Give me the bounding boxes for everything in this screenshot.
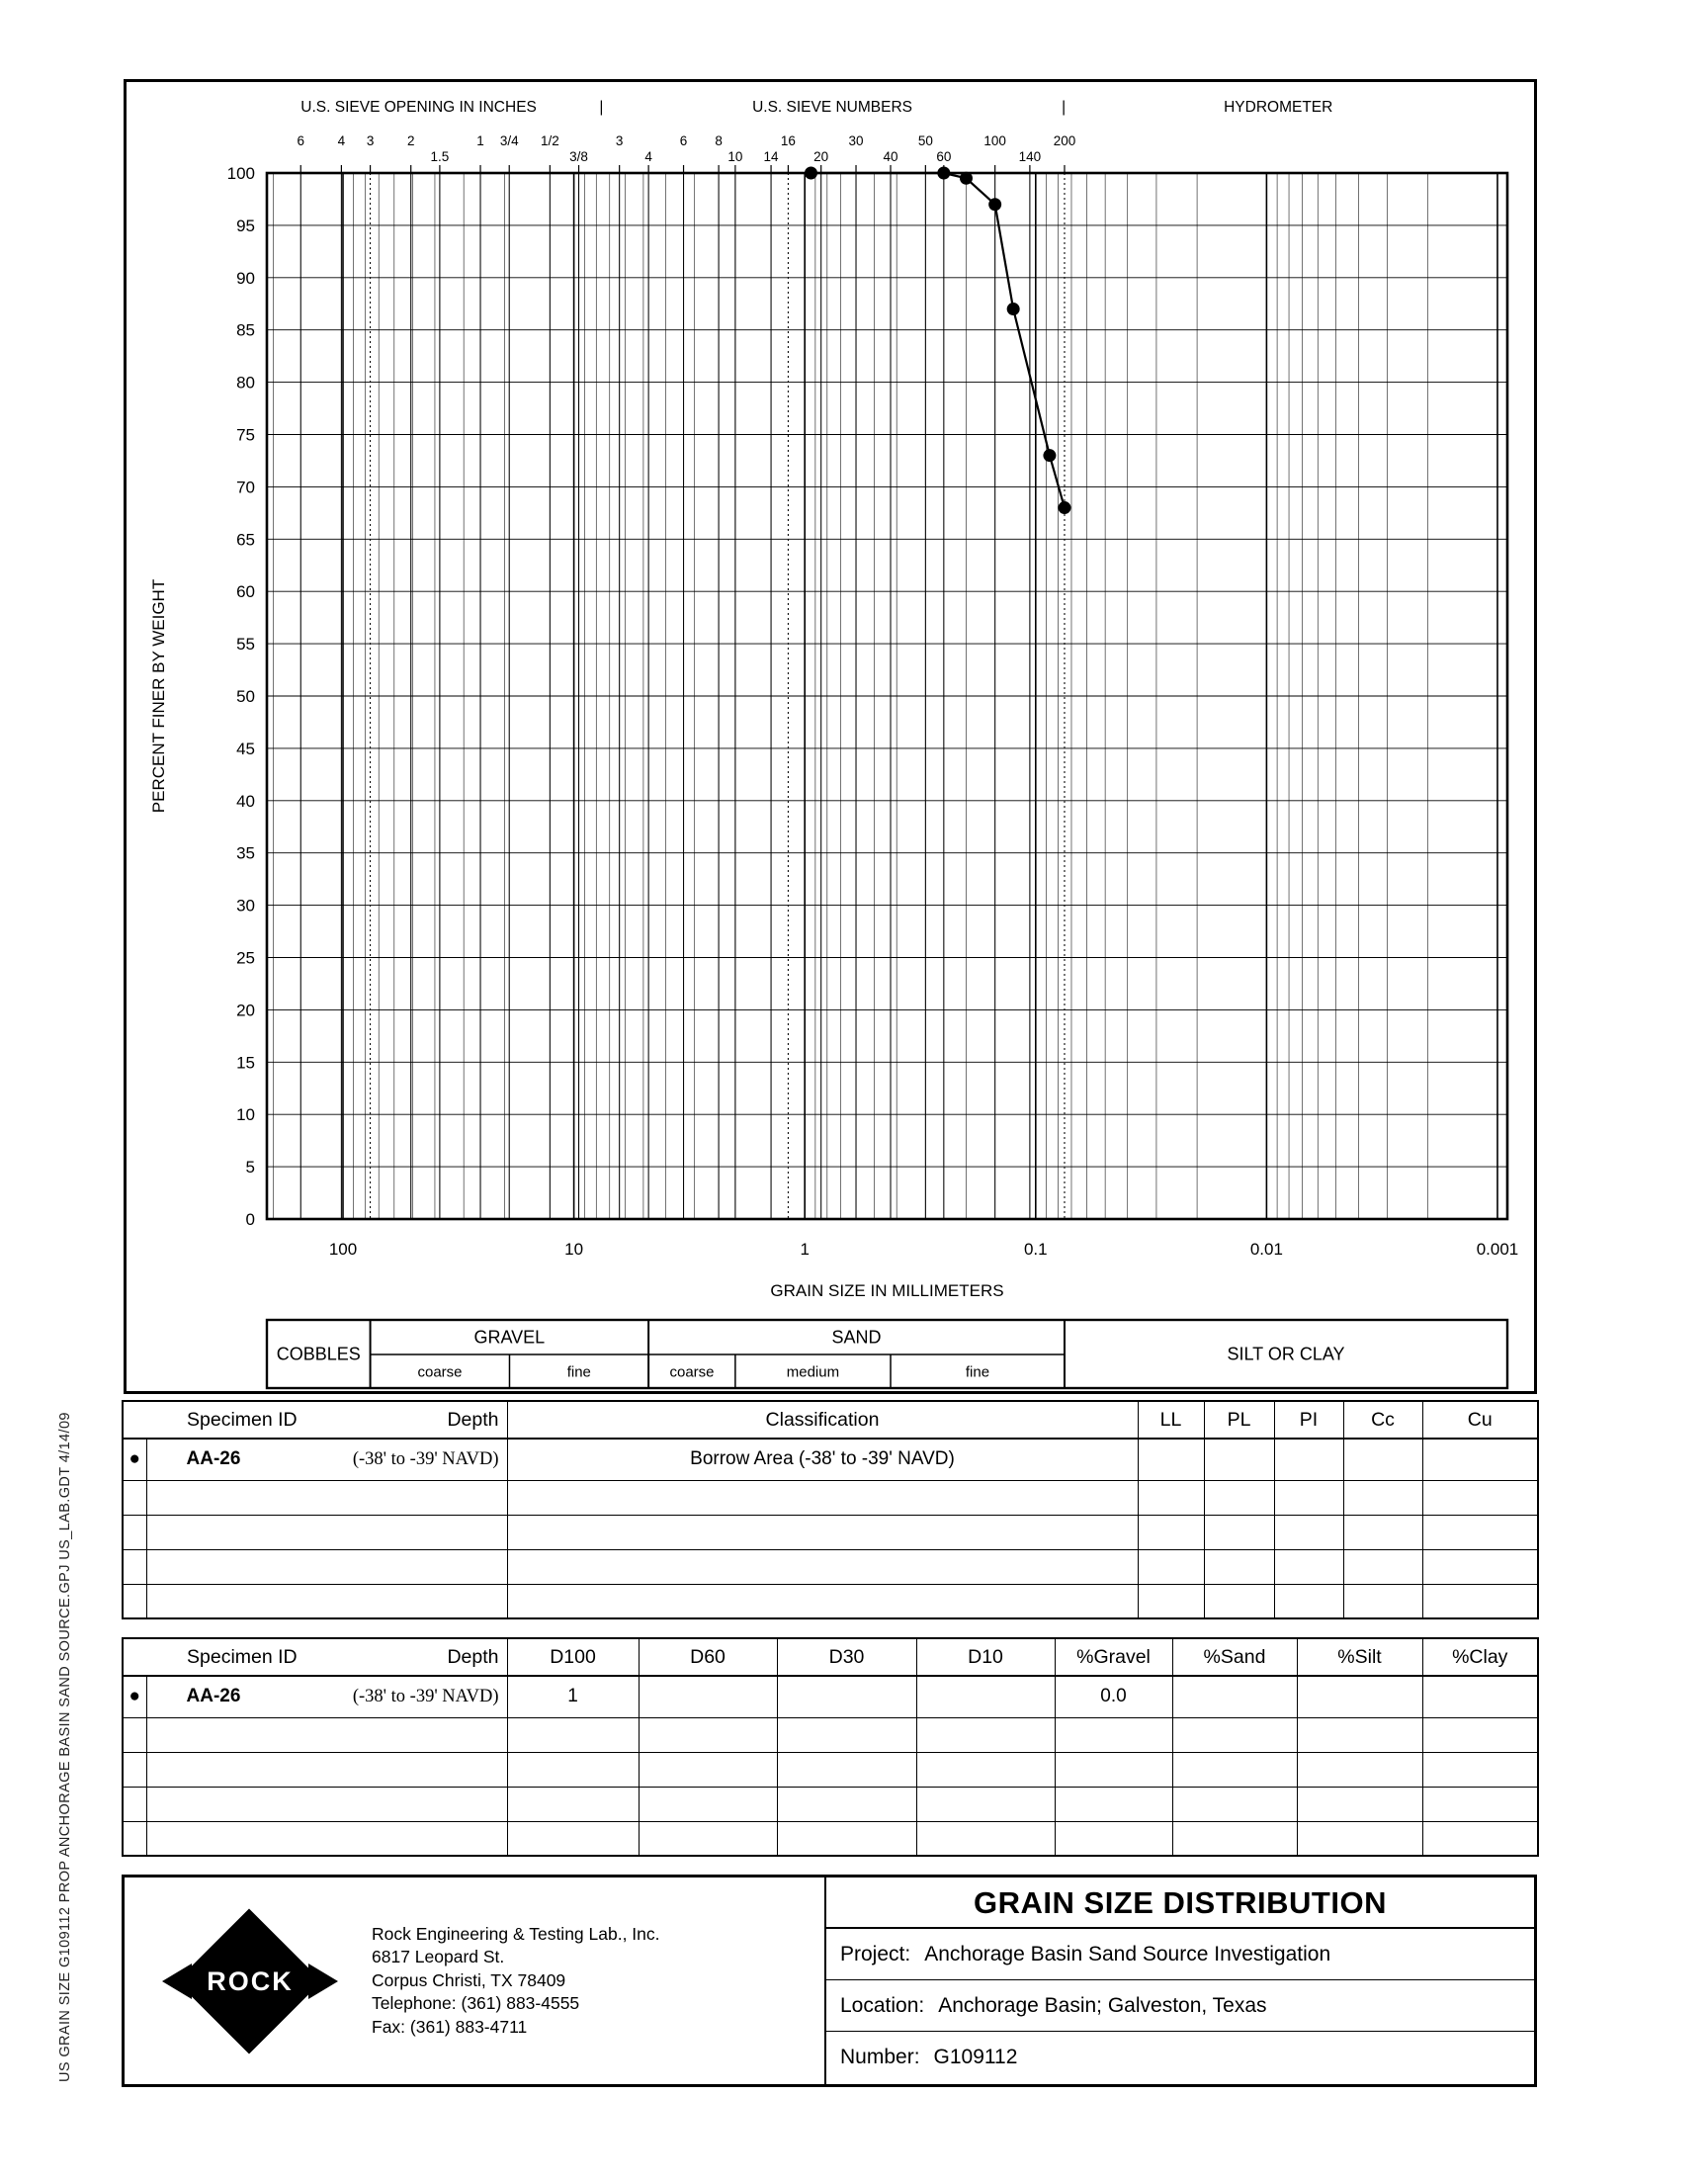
number-row (826, 2032, 1534, 2083)
sieve-label: 4 (337, 133, 346, 148)
series-marker: ● (123, 1439, 146, 1480)
clay-value (1422, 1676, 1538, 1717)
y-tick-label: 85 (236, 320, 255, 340)
y-tick-label: 60 (236, 582, 255, 602)
sieve-label: 40 (883, 149, 898, 164)
curve-data-point (960, 172, 973, 185)
fraction-sub-label: fine (965, 1363, 990, 1381)
company-address (372, 1923, 660, 2040)
depth-header: Depth (447, 1408, 499, 1431)
sieve-label: 3 (366, 133, 375, 148)
curve-data-point (937, 167, 950, 180)
grain-size-chart (127, 82, 1534, 1391)
sieve-label: 140 (1018, 149, 1042, 164)
scale-header: U.S. SIEVE OPENING IN INCHES (300, 99, 537, 116)
silt-value (1297, 1676, 1422, 1717)
report-title: GRAIN SIZE DISTRIBUTION (826, 1877, 1534, 1929)
company-city: Corpus Christi, TX 78409 (372, 1969, 566, 1990)
sieve-label: 6 (297, 133, 305, 148)
sand-header: %Sand (1172, 1638, 1297, 1676)
x-tick-label: 0.01 (1249, 1240, 1283, 1259)
d60-value (639, 1676, 777, 1717)
classification-table (122, 1400, 1539, 1619)
pl-header: PL (1204, 1401, 1274, 1439)
fraction-sub-label: coarse (669, 1363, 715, 1381)
fraction-group-label: COBBLES (276, 1344, 361, 1364)
sieve-label: 3/8 (569, 149, 588, 164)
y-tick-label: 35 (236, 843, 255, 863)
x-tick-label: 100 (328, 1240, 358, 1259)
x-tick-label: 0.001 (1476, 1240, 1519, 1259)
empty-row (123, 1717, 1538, 1752)
y-tick-label: 25 (236, 948, 255, 968)
x-tick-label: 1 (800, 1240, 810, 1259)
logo-text: ROCK (207, 1965, 294, 1996)
d10-value (916, 1676, 1055, 1717)
sidebar-filing-text: US GRAIN SIZE G109112 PROP ANCHORAGE BASIN SAND SOURCE.GPJ US_LAB.GDT 4/14/09 (57, 1412, 73, 2082)
fraction-group-label: GRAVEL (473, 1327, 546, 1348)
sieve-label: 20 (813, 149, 829, 164)
sieve-label: 1 (476, 133, 484, 148)
company-name: Rock Engineering & Testing Lab., Inc. (372, 1923, 660, 1944)
d100-header: D100 (507, 1638, 639, 1676)
sieve-label: 10 (727, 149, 743, 164)
location-value: Anchorage Basin; Galveston, Texas (938, 1993, 1267, 2017)
curve-data-point (988, 198, 1001, 211)
fraction-sub-label: fine (566, 1363, 591, 1381)
fraction-sub-label: medium (786, 1363, 840, 1381)
specimen-id-header: Specimen ID (187, 1408, 298, 1431)
sieve-label: 50 (917, 133, 933, 148)
y-tick-label: 40 (236, 791, 255, 811)
x-tick-label: 10 (564, 1240, 584, 1259)
scale-header: U.S. SIEVE NUMBERS (752, 99, 913, 116)
fraction-sub-label: coarse (417, 1363, 463, 1381)
y-tick-label: 30 (236, 896, 255, 916)
cu-header: Cu (1422, 1401, 1538, 1439)
empty-row (123, 1787, 1538, 1821)
ll-value (1138, 1439, 1204, 1480)
sieve-label: 3 (615, 133, 624, 148)
y-tick-label: 75 (236, 425, 255, 445)
silt-header: %Silt (1297, 1638, 1422, 1676)
fraction-group-label: SILT OR CLAY (1227, 1344, 1345, 1364)
cu-value (1422, 1439, 1538, 1480)
classification-header-row (123, 1401, 1538, 1439)
gradation-header-row (123, 1638, 1538, 1676)
cc-header: Cc (1343, 1401, 1422, 1439)
y-tick-label: 55 (236, 635, 255, 655)
fraction-group-label: SAND (831, 1327, 882, 1348)
curve-data-point (805, 167, 817, 180)
company-phone: Telephone: (361) 883-4555 (372, 1993, 580, 2014)
y-tick-label: 65 (236, 530, 255, 550)
sieve-label: 14 (763, 149, 779, 164)
cc-value (1343, 1439, 1422, 1480)
classification-row-aa26 (123, 1439, 1538, 1480)
y-tick-label: 50 (236, 687, 255, 706)
empty-row (123, 1515, 1538, 1549)
sieve-label: 6 (679, 133, 688, 148)
pi-header: PI (1274, 1401, 1343, 1439)
sieve-label: 1.5 (430, 149, 450, 164)
curve-data-point (1007, 303, 1020, 315)
y-axis-title: PERCENT FINER BY WEIGHT (149, 578, 168, 814)
number-value: G109112 (933, 2046, 1018, 2068)
sieve-label: 60 (936, 149, 952, 164)
classification-value: Borrow Area (-38' to -39' NAVD) (507, 1439, 1138, 1480)
empty-row (123, 1821, 1538, 1856)
scale-header-separator: | (1062, 99, 1067, 116)
specimen-depth-cell (146, 1676, 507, 1717)
specimen-id-value: AA-26 (186, 1686, 241, 1707)
sieve-label: 200 (1053, 133, 1076, 148)
x-axis-title: GRAIN SIZE IN MILLIMETERS (770, 1281, 1004, 1300)
scale-header: HYDROMETER (1224, 99, 1333, 116)
y-tick-label: 0 (245, 1210, 255, 1229)
y-tick-label: 15 (236, 1053, 255, 1073)
empty-row (123, 1549, 1538, 1584)
project-row (826, 1929, 1534, 1980)
sieve-label: 100 (983, 133, 1006, 148)
ll-header: LL (1138, 1401, 1204, 1439)
specimen-depth-header (123, 1401, 507, 1439)
y-tick-label: 95 (236, 216, 255, 235)
empty-row (123, 1480, 1538, 1515)
pl-value (1204, 1439, 1274, 1480)
d60-header: D60 (639, 1638, 777, 1676)
title-block (122, 1875, 1537, 2087)
depth-header: Depth (447, 1645, 499, 1668)
sieve-label: 30 (848, 133, 864, 148)
company-block (125, 1877, 826, 2084)
specimen-depth-cell (146, 1439, 507, 1480)
y-tick-label: 70 (236, 478, 255, 497)
d30-value (777, 1676, 916, 1717)
y-tick-label: 20 (236, 1001, 255, 1020)
sieve-label: 2 (406, 133, 415, 148)
project-label: Project: (840, 1942, 911, 1965)
clay-header: %Clay (1422, 1638, 1538, 1676)
y-tick-label: 5 (245, 1158, 255, 1178)
sand-value (1172, 1676, 1297, 1717)
scale-header-separator: | (599, 99, 604, 116)
gravel-value: 0.0 (1055, 1676, 1172, 1717)
d10-header: D10 (916, 1638, 1055, 1676)
company-street: 6817 Leopard St. (372, 1947, 505, 1967)
sieve-label: 1/2 (540, 133, 559, 148)
sieve-label: 8 (715, 133, 723, 148)
y-tick-label: 80 (236, 373, 255, 393)
pi-value (1274, 1439, 1343, 1480)
specimen-id-value: AA-26 (186, 1448, 241, 1470)
location-row (826, 1980, 1534, 2032)
sieve-label: 16 (780, 133, 796, 148)
location-label: Location: (840, 1993, 925, 2017)
classification-header: Classification (507, 1401, 1138, 1439)
specimen-depth-header (123, 1638, 507, 1676)
project-value: Anchorage Basin Sand Source Investigation (924, 1942, 1331, 1965)
grain-size-chart-box (124, 79, 1537, 1394)
y-tick-label: 100 (226, 164, 255, 183)
sieve-label: 3/4 (499, 133, 519, 148)
gravel-header: %Gravel (1055, 1638, 1172, 1676)
empty-row (123, 1584, 1538, 1618)
specimen-id-header: Specimen ID (187, 1645, 298, 1668)
y-tick-label: 90 (236, 268, 255, 288)
d30-header: D30 (777, 1638, 916, 1676)
curve-data-point (1058, 501, 1070, 514)
rock-logo (148, 1907, 352, 2055)
gradation-row-aa26 (123, 1676, 1538, 1717)
gradation-table (122, 1637, 1539, 1857)
depth-value: (-38' to -39' NAVD) (352, 1448, 499, 1469)
empty-row (123, 1752, 1538, 1787)
x-tick-label: 0.1 (1023, 1240, 1048, 1259)
y-tick-label: 10 (236, 1105, 255, 1125)
company-fax: Fax: (361) 883-4711 (372, 2016, 528, 2037)
number-label: Number: (840, 2046, 920, 2068)
curve-data-point (1043, 449, 1056, 462)
depth-value: (-38' to -39' NAVD) (352, 1686, 499, 1706)
project-block (826, 1877, 1534, 2084)
grain-size-curve (811, 173, 1065, 508)
series-marker: ● (123, 1676, 146, 1717)
y-tick-label: 45 (236, 739, 255, 758)
sieve-label: 4 (644, 149, 652, 164)
d100-value: 1 (507, 1676, 639, 1717)
